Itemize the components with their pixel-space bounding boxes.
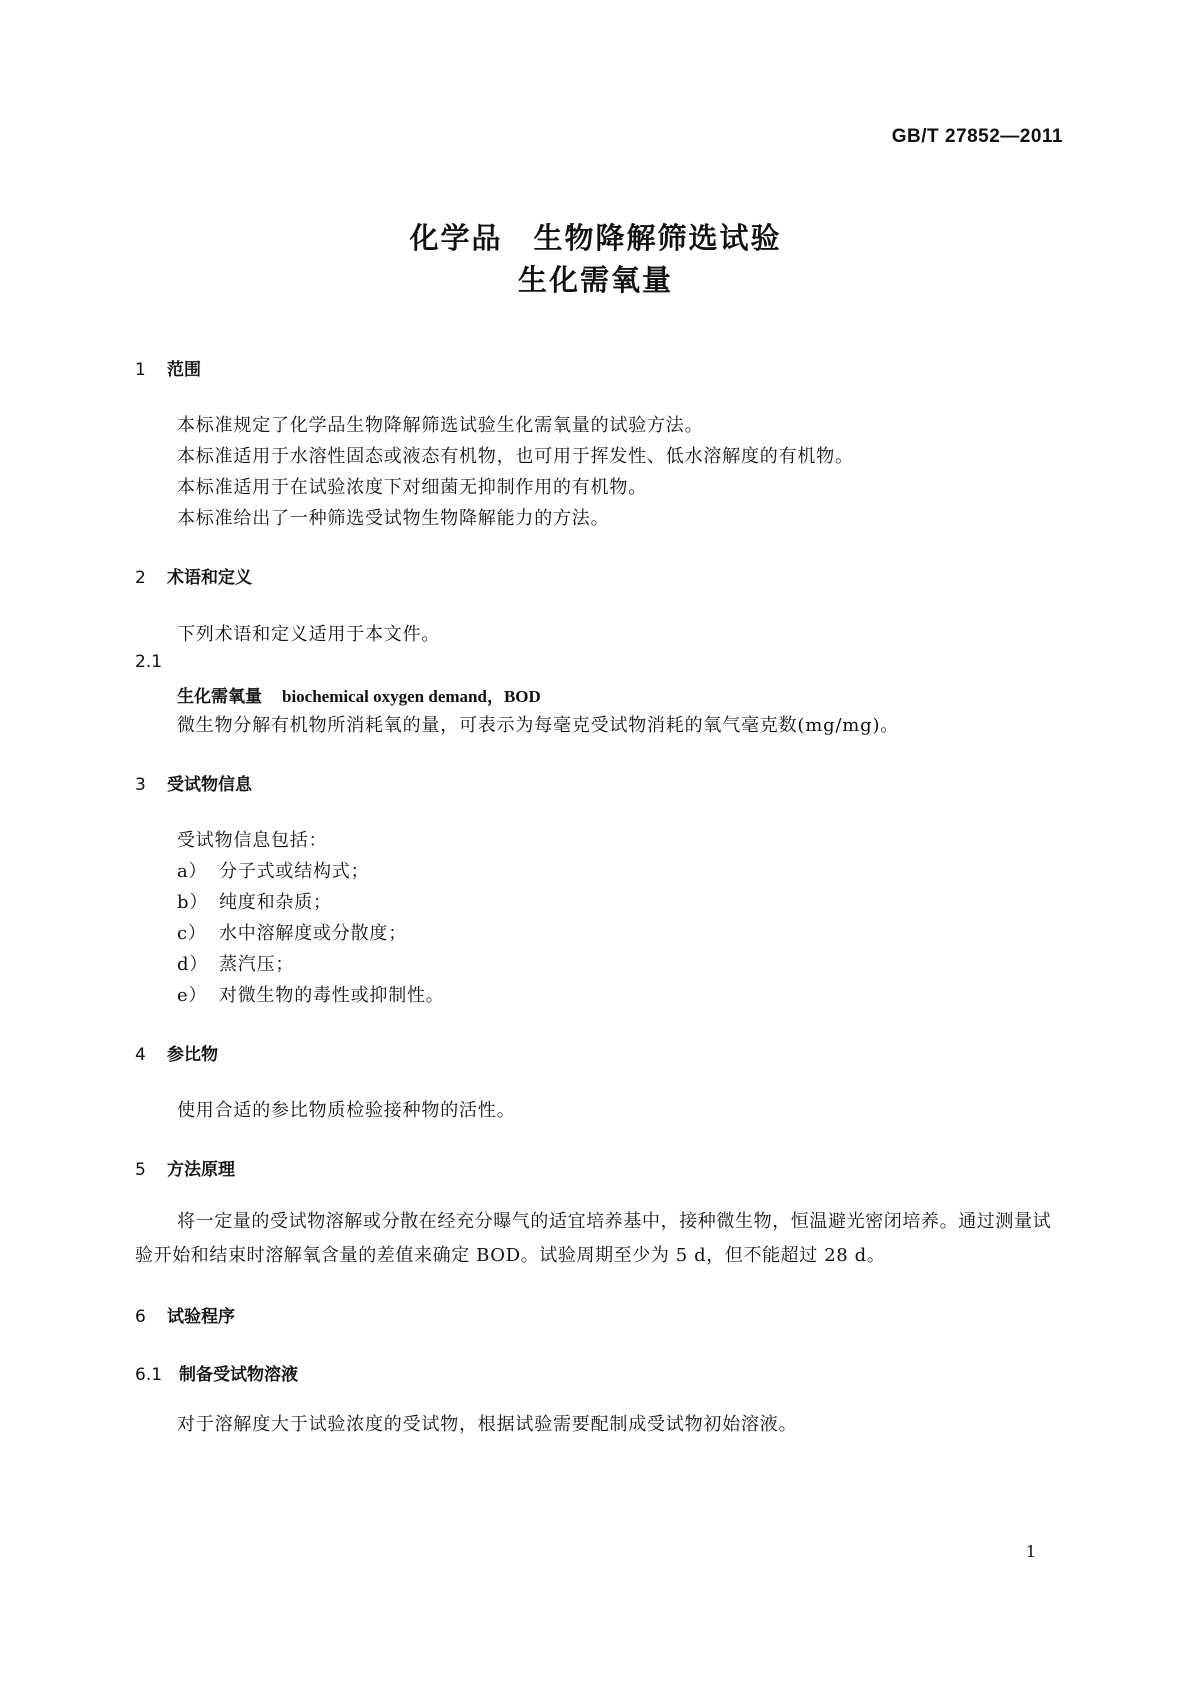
list-label: a） (177, 861, 208, 882)
term-english: biochemical oxygen demand，BOD (282, 687, 541, 706)
subsection-6-1-heading (135, 1360, 298, 1385)
section-title: 范围 (167, 360, 201, 380)
list-item (177, 981, 445, 1007)
list-label: d） (177, 954, 209, 975)
section-title: 方法原理 (167, 1160, 235, 1180)
list-label: c） (177, 923, 207, 944)
paragraph: 对于溶解度大于试验浓度的受试物，根据试验需要配制成受试物初始溶液。 (177, 1414, 798, 1435)
paragraph: 将一定量的受试物溶解或分散在经充分曝气的适宜培养基中，接种微生物，恒温避光密闭培养。通过测量试验开始和结束时溶解氧含量的差值来确定 BOD。试验周期至少为 5 d，但不能超过 28 d。 (135, 1211, 1052, 1266)
list-text: 水中溶解度或分散度； (219, 923, 407, 944)
section-number: 2 (135, 568, 146, 588)
term-entry (177, 682, 541, 707)
section-number: 3 (135, 775, 146, 795)
subsection-number: 6.1 (135, 1365, 163, 1385)
paragraph: 受试物信息包括： (177, 830, 328, 851)
list-text: 对微生物的毒性或抑制性。 (219, 985, 445, 1006)
section-number: 4 (135, 1045, 146, 1065)
section-number: 6 (135, 1307, 146, 1327)
paragraph: 本标准给出了一种筛选受试物生物降解能力的方法。 (177, 508, 610, 529)
list-text: 蒸汽压； (219, 954, 295, 975)
section-title: 参比物 (167, 1045, 218, 1065)
section-2-heading (135, 563, 252, 588)
section-number: 1 (135, 360, 146, 380)
section-title: 试验程序 (167, 1307, 235, 1327)
list-item (177, 950, 294, 976)
standard-number: GB/T 27852—2011 (891, 126, 1063, 147)
paragraph: 使用合适的参比物质检验接种物的活性。 (177, 1100, 516, 1121)
section-5-heading (135, 1155, 235, 1180)
section-3-heading (135, 770, 252, 795)
section-number: 5 (135, 1160, 146, 1180)
document-title-line2: 生化需氧量 (517, 263, 673, 297)
list-item (177, 857, 369, 883)
paragraph: 本标准适用于在试验浓度下对细菌无抑制作用的有机物。 (177, 477, 647, 498)
section-title: 术语和定义 (167, 568, 252, 588)
subsection-title: 制备受试物溶液 (179, 1365, 298, 1385)
section-title: 受试物信息 (167, 775, 252, 795)
list-text: 分子式或结构式； (219, 861, 370, 882)
document-title-line1: 化学品 生物降解筛选试验 (409, 221, 782, 255)
paragraph: 本标准规定了化学品生物降解筛选试验生化需氧量的试验方法。 (177, 415, 704, 436)
page-number: 1 (1025, 1542, 1036, 1561)
list-item (177, 919, 407, 945)
term-definition: 微生物分解有机物所消耗氧的量，可表示为每毫克受试物消耗的氧气毫克数(mg/mg)。 (177, 715, 900, 736)
list-label: e） (177, 985, 208, 1006)
paragraph: 本标准适用于水溶性固态或液态有机物，也可用于挥发性、低水溶解度的有机物。 (177, 446, 854, 467)
list-item (177, 888, 332, 914)
section-4-heading (135, 1040, 218, 1065)
list-label: b） (177, 892, 209, 913)
list-text: 纯度和杂质； (219, 892, 332, 913)
section-6-heading (135, 1302, 235, 1327)
term-chinese: 生化需氧量 (177, 687, 262, 707)
paragraph: 下列术语和定义适用于本文件。 (177, 624, 441, 645)
section-1-heading (135, 355, 201, 380)
subsection-number: 2.1 (135, 652, 163, 672)
